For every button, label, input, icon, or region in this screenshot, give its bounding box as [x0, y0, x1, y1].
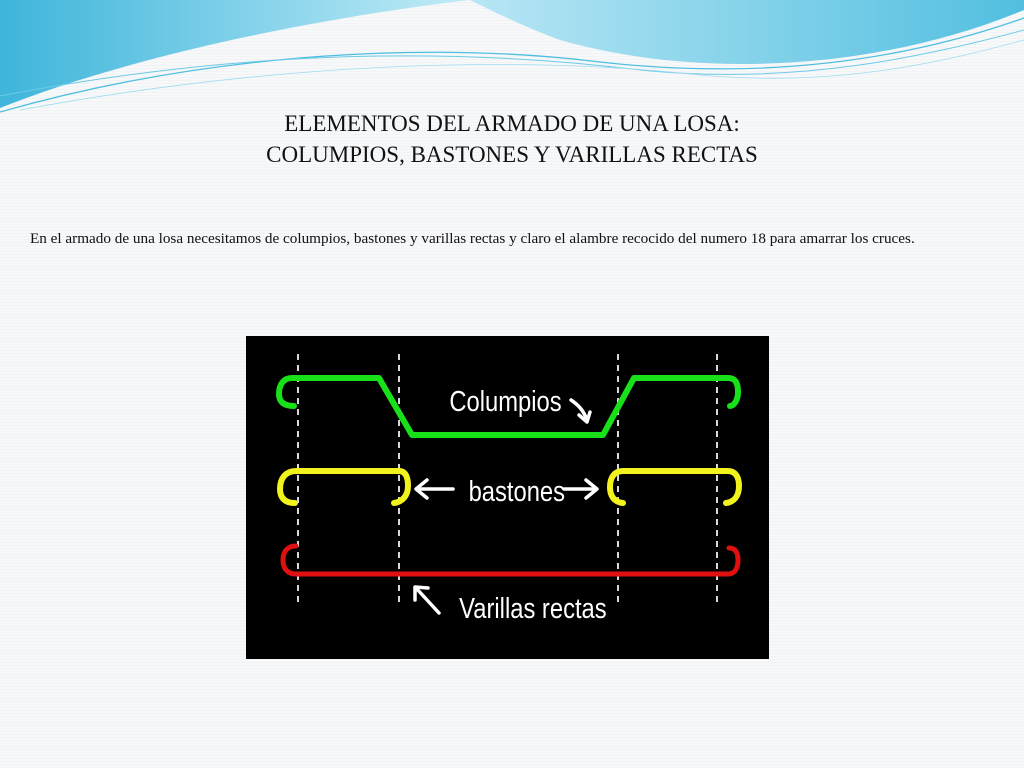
- arrow-varillas: [415, 587, 439, 613]
- varilla-bar: [283, 546, 738, 574]
- arrow-bastones-right: [564, 480, 597, 498]
- rebar-diagram-svg: [246, 336, 769, 659]
- label-columpios: Columpios: [449, 384, 562, 418]
- header-wave-decoration: [0, 0, 1024, 120]
- slide-title-line-2: COLUMPIOS, BASTONES Y VARILLAS RECTAS: [266, 142, 758, 167]
- rebar-diagram: [246, 336, 769, 659]
- label-bastones: bastones: [468, 474, 566, 508]
- arrow-columpios: [571, 400, 590, 422]
- slide-title-line-1: ELEMENTOS DEL ARMADO DE UNA LOSA:: [284, 111, 740, 136]
- baston-bar-right: [610, 471, 739, 503]
- slide-title: [0, 108, 1024, 170]
- label-varillas-rectas: Varillas rectas: [459, 591, 607, 625]
- arrow-bastones-left: [416, 480, 453, 498]
- wave-band-left: [0, 0, 470, 108]
- baston-bar-left: [280, 471, 408, 503]
- slide-body-text: En el armado de una losa necesitamos de columpios, bastones y varillas rectas y claro el alambre recocido del numero 18 para amarrar los cruces.: [30, 230, 915, 247]
- wave-band-right: [470, 0, 1024, 64]
